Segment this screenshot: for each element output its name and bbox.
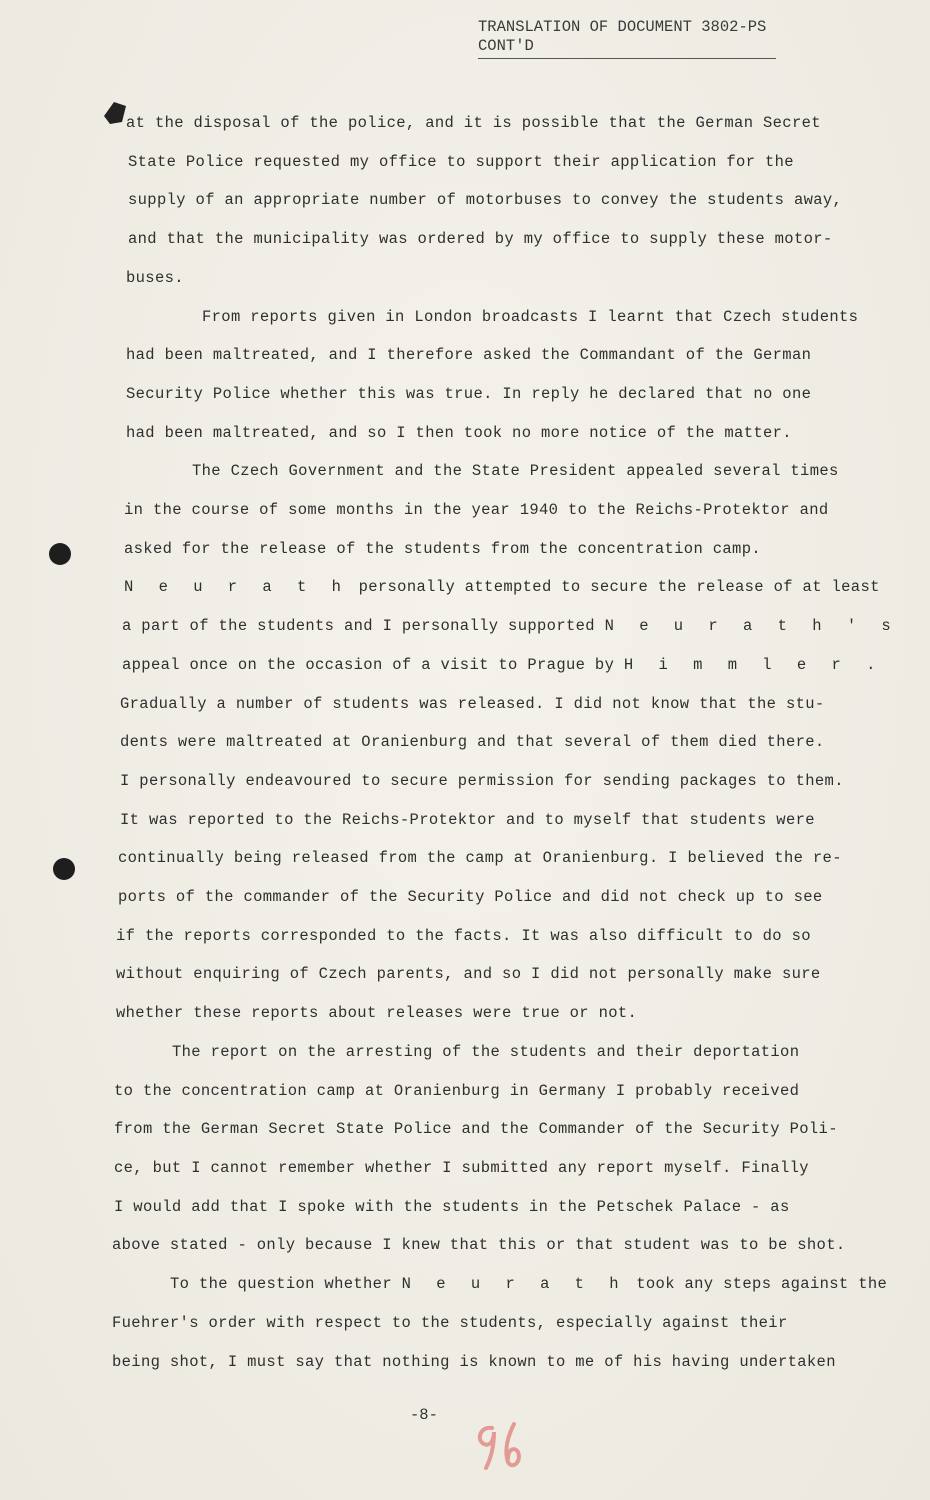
header-subtitle: CONT'D <box>478 37 534 55</box>
text-line: ports of the commander of the Security Police and did not check up to see <box>118 888 823 907</box>
text-line: in the course of some months in the year 1940 to the Reichs-Protektor and <box>124 501 829 520</box>
text-line: supply of an appropriate number of motorbuses to convey the students away, <box>128 191 843 210</box>
punch-hole-middle <box>46 540 74 568</box>
name-himmler: H i m m l e r . <box>623 655 884 674</box>
text-line: asked for the release of the students from the concentration camp. <box>124 539 761 558</box>
text-line: I personally endeavoured to secure permission for sending packages to them. <box>120 771 844 790</box>
name-neurath: N e u r a t h <box>124 578 349 597</box>
header-title: TRANSLATION OF DOCUMENT 3802-PS <box>478 18 767 36</box>
text-line: buses. <box>126 268 184 287</box>
text-line: without enquiring of Czech parents, and so I did not personally make sure <box>116 965 821 984</box>
text-line <box>112 607 899 646</box>
text-line: being shot, I must say that nothing is known to me of his having undertaken <box>112 1352 836 1371</box>
text-line <box>112 568 880 607</box>
text-line: to the concentration camp at Oranienburg in Germany I probably received <box>114 1081 800 1100</box>
handwritten-page-mark <box>470 1418 530 1474</box>
text-line <box>112 646 884 685</box>
document-header <box>478 18 778 59</box>
name-neurath: N e u r a t h <box>401 1275 627 1294</box>
text-line: The Czech Government and the State President appealed several times <box>192 462 839 481</box>
page-number: -8- <box>410 1406 438 1424</box>
text-line: dents were maltreated at Oranienburg and that several of them died there. <box>120 733 825 752</box>
text-line: I would add that I spoke with the students in the Petschek Palace - as <box>114 1197 790 1216</box>
text-line: State Police requested my office to support their application for the <box>128 152 794 171</box>
text-line: Gradually a number of students was released. I did not know that the stu- <box>120 694 825 713</box>
header-rule <box>478 58 776 59</box>
text-line: above stated - only because I knew that this or that student was to be shot. <box>112 1236 846 1255</box>
text-line: ce, but I cannot remember whether I submitted any report myself. Finally <box>114 1158 809 1177</box>
text-line: It was reported to the Reichs-Protektor and to myself that students were <box>120 810 815 829</box>
text-line <box>112 1265 888 1304</box>
text-line: and that the municipality was ordered by my office to supply these motor- <box>128 230 833 249</box>
text-line: had been maltreated, and so I then took no more notice of the matter. <box>126 423 792 442</box>
name-neurath-possessive: N e u r a t h ' s <box>604 617 899 636</box>
text-segment: personally attempted to secure the release of at least <box>358 578 880 597</box>
text-segment: To the question whether <box>170 1275 392 1294</box>
text-segment: a part of the students and I personally supported <box>122 617 595 636</box>
text-line: From reports given in London broadcasts I learnt that Czech students <box>202 307 859 326</box>
text-line: from the German Secret State Police and the Commander of the Security Poli- <box>114 1120 838 1139</box>
text-segment: took any steps against the <box>636 1275 888 1294</box>
text-line: whether these reports about releases were true or not. <box>116 1004 638 1023</box>
text-line: if the reports corresponded to the facts. It was also difficult to do so <box>116 926 811 945</box>
text-segment: appeal once on the occasion of a visit to Prague by <box>122 655 615 674</box>
document-body <box>112 104 899 1381</box>
text-line: The report on the arresting of the students and their deportation <box>172 1042 800 1061</box>
text-line: had been maltreated, and I therefore asked the Commandant of the German <box>126 346 812 365</box>
text-line: Fuehrer's order with respect to the students, especially against their <box>112 1313 788 1332</box>
text-line: at the disposal of the police, and it is possible that the German Secret <box>126 114 821 132</box>
text-line: Security Police whether this was true. In reply he declared that no one <box>126 384 812 403</box>
text-line: continually being released from the camp at Oranienburg. I believed the re- <box>118 849 842 868</box>
punch-hole-lower <box>50 855 78 883</box>
